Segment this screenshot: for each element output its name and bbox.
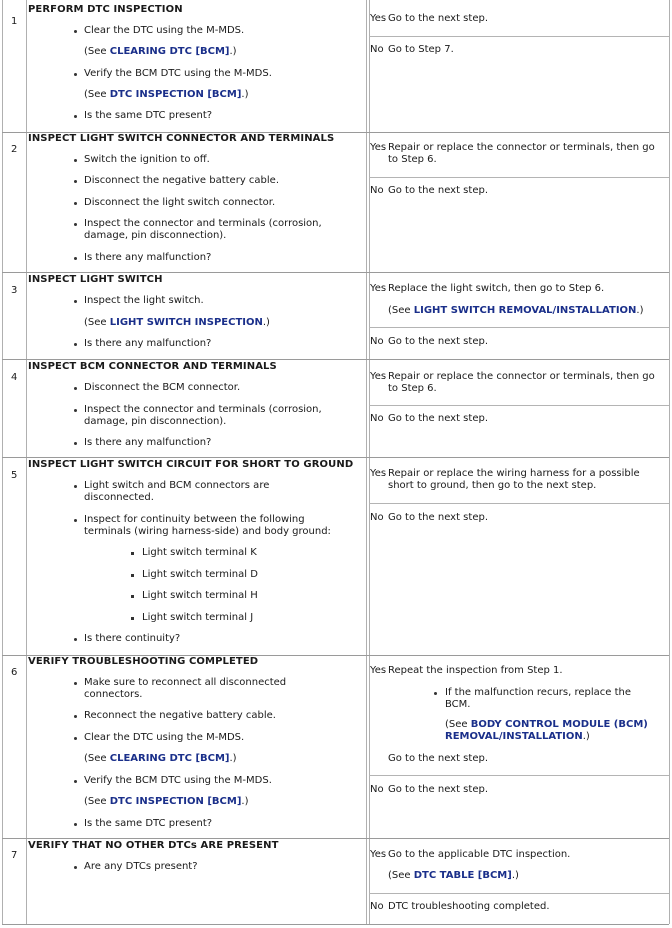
procedure-item: Is the same DTC present? (84, 818, 213, 829)
bullet-icon (74, 638, 77, 641)
yes-label: Yes (370, 142, 387, 153)
bullet-icon (74, 442, 77, 445)
reference-line: (See DTC INSPECTION [BCM].) (84, 796, 249, 807)
no-action: Go to the next step. (388, 413, 488, 424)
step-number: 2 (11, 144, 18, 155)
procedure-item: Verify the BCM DTC using the M-MDS. (84, 775, 272, 786)
yes-no-divider (369, 36, 669, 37)
step-title: INSPECT BCM CONNECTOR AND TERMINALS (28, 361, 277, 372)
step-number: 4 (11, 372, 18, 383)
no-action: Go to the next step. (388, 185, 488, 196)
reference-line: (See BODY CONTROL MODULE (BCM) REMOVAL/INSTALLATION.) (445, 719, 648, 742)
bullet-icon (74, 115, 77, 118)
yes-no-divider (369, 503, 669, 504)
bullet-icon (434, 692, 437, 695)
procedure-item: Inspect the light switch. (84, 295, 204, 306)
light-switch-inspection-link[interactable]: LIGHT SWITCH INSPECTION (109, 317, 263, 328)
procedure-item: Light switch and BCM connectors are disconnected. (84, 480, 270, 503)
bullet-icon (74, 715, 77, 718)
procedure-item: Is the same DTC present? (84, 110, 213, 121)
step-number: 7 (11, 850, 18, 861)
terminal-item: Light switch terminal D (142, 569, 258, 580)
no-label: No (370, 901, 384, 912)
reference-line: (See DTC TABLE [BCM].) (388, 870, 519, 881)
no-action: Go to the next step. (388, 512, 488, 523)
yes-label: Yes (370, 13, 387, 24)
yes-no-divider (369, 893, 669, 894)
yes-action: Repeat the inspection from Step 1. (388, 665, 563, 676)
reference-line: (See LIGHT SWITCH REMOVAL/INSTALLATION.) (388, 305, 644, 316)
procedure-item: Are any DTCs present? (84, 861, 198, 872)
bullet-icon (74, 682, 77, 685)
procedure-item: Inspect the connector and terminals (corrosion, damage, pin disconnection). (84, 404, 322, 427)
bullet-icon (74, 737, 77, 740)
bullet-icon (74, 519, 77, 522)
procedure-item: Disconnect the negative battery cable. (84, 175, 279, 186)
step-title: INSPECT LIGHT SWITCH CIRCUIT FOR SHORT TO GROUND (28, 459, 354, 470)
table-border-right (669, 0, 670, 924)
procedure-item: Make sure to reconnect all disconnected connectors. (84, 677, 287, 700)
yes-label: Yes (370, 283, 387, 294)
bullet-icon (74, 159, 77, 162)
action-column-divider (366, 0, 367, 924)
no-action: Go to Step 7. (388, 44, 454, 55)
procedure-item: Inspect for continuity between the following terminals (wiring harness-side) and body ground: (84, 514, 331, 537)
light-switch-removal-link[interactable]: LIGHT SWITCH REMOVAL/INSTALLATION (413, 305, 637, 316)
step-number: 1 (11, 16, 18, 27)
reference-line: (See DTC INSPECTION [BCM].) (84, 89, 249, 100)
procedure-item: Disconnect the light switch connector. (84, 197, 276, 208)
step-number: 3 (11, 285, 18, 296)
step-column-divider (26, 0, 27, 924)
step-title: INSPECT LIGHT SWITCH (28, 274, 163, 285)
bullet-icon (74, 780, 77, 783)
terminal-item: Light switch terminal J (142, 612, 254, 623)
no-label: No (370, 512, 384, 523)
procedure-item: Is there any malfunction? (84, 437, 212, 448)
yes-label: Yes (370, 665, 387, 676)
row-divider (2, 359, 669, 360)
bullet-icon (74, 343, 77, 346)
table-border-left (2, 0, 3, 924)
bcm-removal-link[interactable]: BODY CONTROL MODULE (BCM) REMOVAL/INSTALLATION (445, 719, 648, 742)
procedure-item: Disconnect the BCM connector. (84, 382, 241, 393)
yes-no-divider (369, 177, 669, 178)
procedure-item: Is there any malfunction? (84, 252, 212, 263)
dtc-table-link[interactable]: DTC TABLE [BCM] (413, 870, 512, 881)
step-title: VERIFY THAT NO OTHER DTCs ARE PRESENT (28, 840, 279, 851)
yes-action: Go to the applicable DTC inspection. (388, 849, 571, 860)
bullet-icon (74, 485, 77, 488)
bullet-icon (74, 73, 77, 76)
bullet-icon (74, 866, 77, 869)
procedure-item: Is there continuity? (84, 633, 181, 644)
no-label: No (370, 413, 384, 424)
yes-label: Yes (370, 468, 387, 479)
procedure-item: Verify the BCM DTC using the M-MDS. (84, 68, 272, 79)
procedure-item: Is there any malfunction? (84, 338, 212, 349)
no-action: DTC troubleshooting completed. (388, 901, 550, 912)
procedure-item: Inspect the connector and terminals (corrosion, damage, pin disconnection). (84, 218, 322, 241)
yes-no-divider (369, 405, 669, 406)
no-label: No (370, 336, 384, 347)
no-label: No (370, 44, 384, 55)
yes-no-divider (369, 775, 669, 776)
yes-label: Yes (370, 371, 387, 382)
no-label: No (370, 185, 384, 196)
bullet-icon (131, 552, 134, 555)
yes-action-after: Go to the next step. (388, 753, 488, 764)
bullet-icon (131, 595, 134, 598)
bullet-icon (74, 387, 77, 390)
bullet-icon (74, 180, 77, 183)
clearing-dtc-link[interactable]: CLEARING DTC [BCM] (109, 46, 230, 57)
step-title: VERIFY TROUBLESHOOTING COMPLETED (28, 656, 259, 667)
no-action: Go to the next step. (388, 336, 488, 347)
bullet-icon (74, 300, 77, 303)
yes-label: Yes (370, 849, 387, 860)
terminal-item: Light switch terminal K (142, 547, 257, 558)
row-divider (2, 272, 669, 273)
step-number: 6 (11, 667, 18, 678)
step-title: INSPECT LIGHT SWITCH CONNECTOR AND TERMINALS (28, 133, 335, 144)
bullet-icon (131, 617, 134, 620)
reference-line: (See LIGHT SWITCH INSPECTION.) (84, 317, 270, 328)
procedure-item: Reconnect the negative battery cable. (84, 710, 276, 721)
no-label: No (370, 784, 384, 795)
dtc-inspection-link[interactable]: DTC INSPECTION [BCM] (109, 89, 242, 100)
yes-action: Replace the light switch, then go to Step 6. (388, 283, 605, 294)
clearing-dtc-link[interactable]: CLEARING DTC [BCM] (109, 753, 230, 764)
procedure-item: Clear the DTC using the M-MDS. (84, 732, 245, 743)
procedure-item: Clear the DTC using the M-MDS. (84, 25, 245, 36)
yes-action: Repair or replace the wiring harness for a possible short to ground, then go to the next step. (388, 468, 640, 491)
reference-line: (See CLEARING DTC [BCM].) (84, 46, 237, 57)
bullet-icon (74, 223, 77, 226)
step-title: PERFORM DTC INSPECTION (28, 4, 183, 15)
no-action: Go to the next step. (388, 784, 488, 795)
terminal-item: Light switch terminal H (142, 590, 258, 601)
yes-action: Repair or replace the connector or terminals, then go to Step 6. (388, 142, 655, 165)
bullet-icon (74, 823, 77, 826)
yes-no-divider (369, 327, 669, 328)
yes-sub-item: If the malfunction recurs, replace the BCM. (445, 687, 632, 710)
bullet-icon (74, 409, 77, 412)
row-divider (2, 457, 669, 458)
bullet-icon (74, 202, 77, 205)
yes-action: Go to the next step. (388, 13, 488, 24)
procedure-item: Switch the ignition to off. (84, 154, 210, 165)
dtc-inspection-link[interactable]: DTC INSPECTION [BCM] (109, 796, 242, 807)
bullet-icon (74, 30, 77, 33)
bullet-icon (131, 574, 134, 577)
step-number: 5 (11, 470, 18, 481)
row-divider (2, 838, 669, 839)
yes-action: Repair or replace the connector or terminals, then go to Step 6. (388, 371, 655, 394)
reference-line: (See CLEARING DTC [BCM].) (84, 753, 237, 764)
bullet-icon (74, 257, 77, 260)
table-border-bottom (2, 924, 669, 925)
